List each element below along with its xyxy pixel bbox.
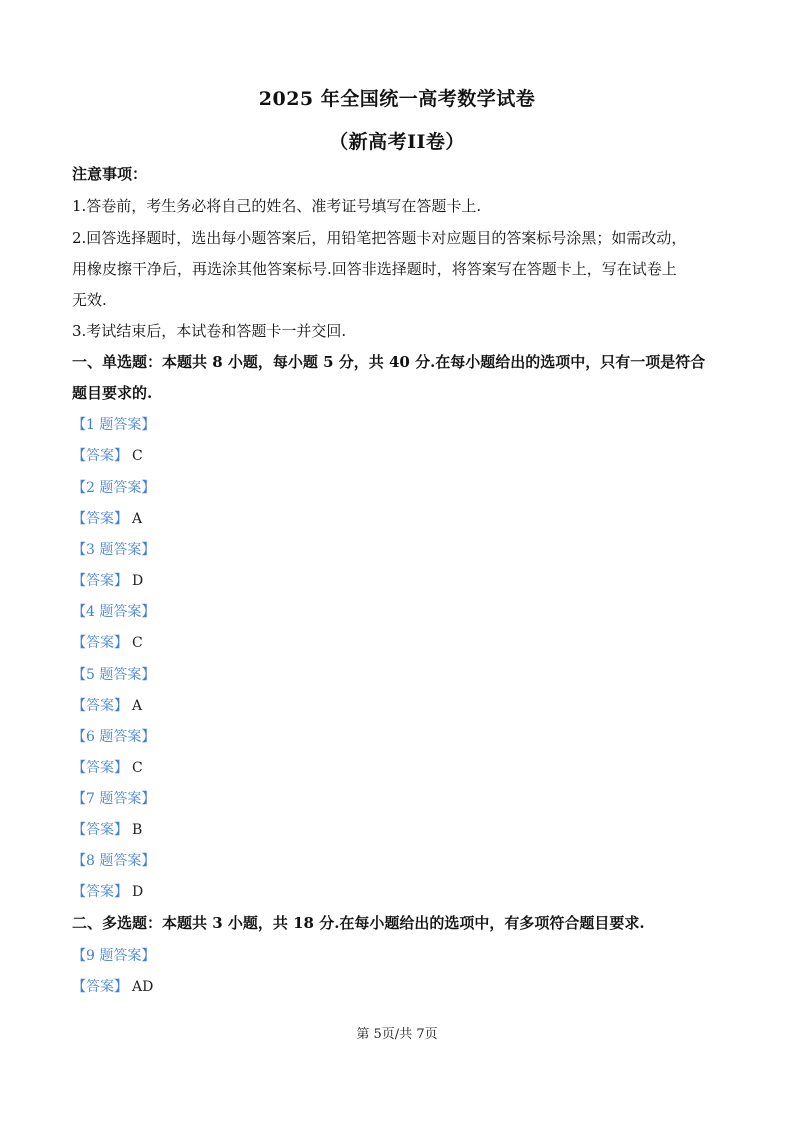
question-label: 【4 题答案】 xyxy=(72,604,156,620)
answer-value: A xyxy=(132,511,143,527)
question-label: 【2 题答案】 xyxy=(72,480,156,496)
question-label: 【5 题答案】 xyxy=(72,667,156,683)
answer-value: C xyxy=(132,760,143,776)
answer-row: 【答案】 C xyxy=(72,448,143,464)
section-1-heading-line-1: 一、单选题：本题共 8 小题，每小题 5 分，共 40 分.在每小题给出的选项中，只有一项是符合 xyxy=(72,353,706,371)
answer-value: C xyxy=(132,448,143,464)
answer-value: B xyxy=(132,822,143,838)
answer-row: 【答案】 D xyxy=(72,573,144,589)
question-label: 【9 题答案】 xyxy=(72,948,156,964)
notice-item-2-line-3: 无效. xyxy=(72,291,107,309)
notice-item-2-line-1: 2.回答选择题时，选出每小题答案后，用铅笔把答题卡对应题目的答案标号涂黑；如需改动， xyxy=(72,229,687,247)
question-label: 【6 题答案】 xyxy=(72,729,156,745)
question-label: 【7 题答案】 xyxy=(72,791,156,807)
answer-row: 【答案】 C xyxy=(72,635,143,651)
answer-row: 【答案】 A xyxy=(72,511,143,527)
notice-heading: 注意事项： xyxy=(72,165,148,183)
question-label: 【1 题答案】 xyxy=(72,417,156,433)
section-1-heading-line-2: 题目要求的. xyxy=(72,384,153,402)
answer-value: D xyxy=(132,884,144,900)
page-subtitle: （新高考II卷） xyxy=(329,131,465,153)
answer-row: 【答案】 C xyxy=(72,760,143,776)
notice-item-1: 1.答卷前，考生务必将自己的姓名、准考证号填写在答题卡上. xyxy=(72,197,482,215)
answer-row: 【答案】 B xyxy=(72,822,143,838)
answer-row: 【答案】 A xyxy=(72,698,143,714)
question-label: 【3 题答案】 xyxy=(72,542,156,558)
answer-value: AD xyxy=(132,979,154,995)
answer-value: C xyxy=(132,635,143,651)
answer-value: A xyxy=(132,698,143,714)
page-title: 2025 年全国统一高考数学试卷 xyxy=(258,88,536,110)
notice-item-2-line-2: 用橡皮擦干净后，再选涂其他答案标号.回答非选择题时，将答案写在答题卡上，写在试卷上 xyxy=(72,260,677,278)
question-label: 【8 题答案】 xyxy=(72,853,156,869)
section-2-heading: 二、多选题：本题共 3 小题，共 18 分.在每小题给出的选项中，有多项符合题目要求. xyxy=(72,914,645,932)
answer-value: D xyxy=(132,573,144,589)
answer-row: 【答案】 AD xyxy=(72,979,154,995)
answer-row: 【答案】 D xyxy=(72,884,144,900)
page-number: 第 5页/共 7页 xyxy=(356,1027,438,1042)
notice-item-3: 3.考试结束后，本试卷和答题卡一并交回. xyxy=(72,322,347,340)
